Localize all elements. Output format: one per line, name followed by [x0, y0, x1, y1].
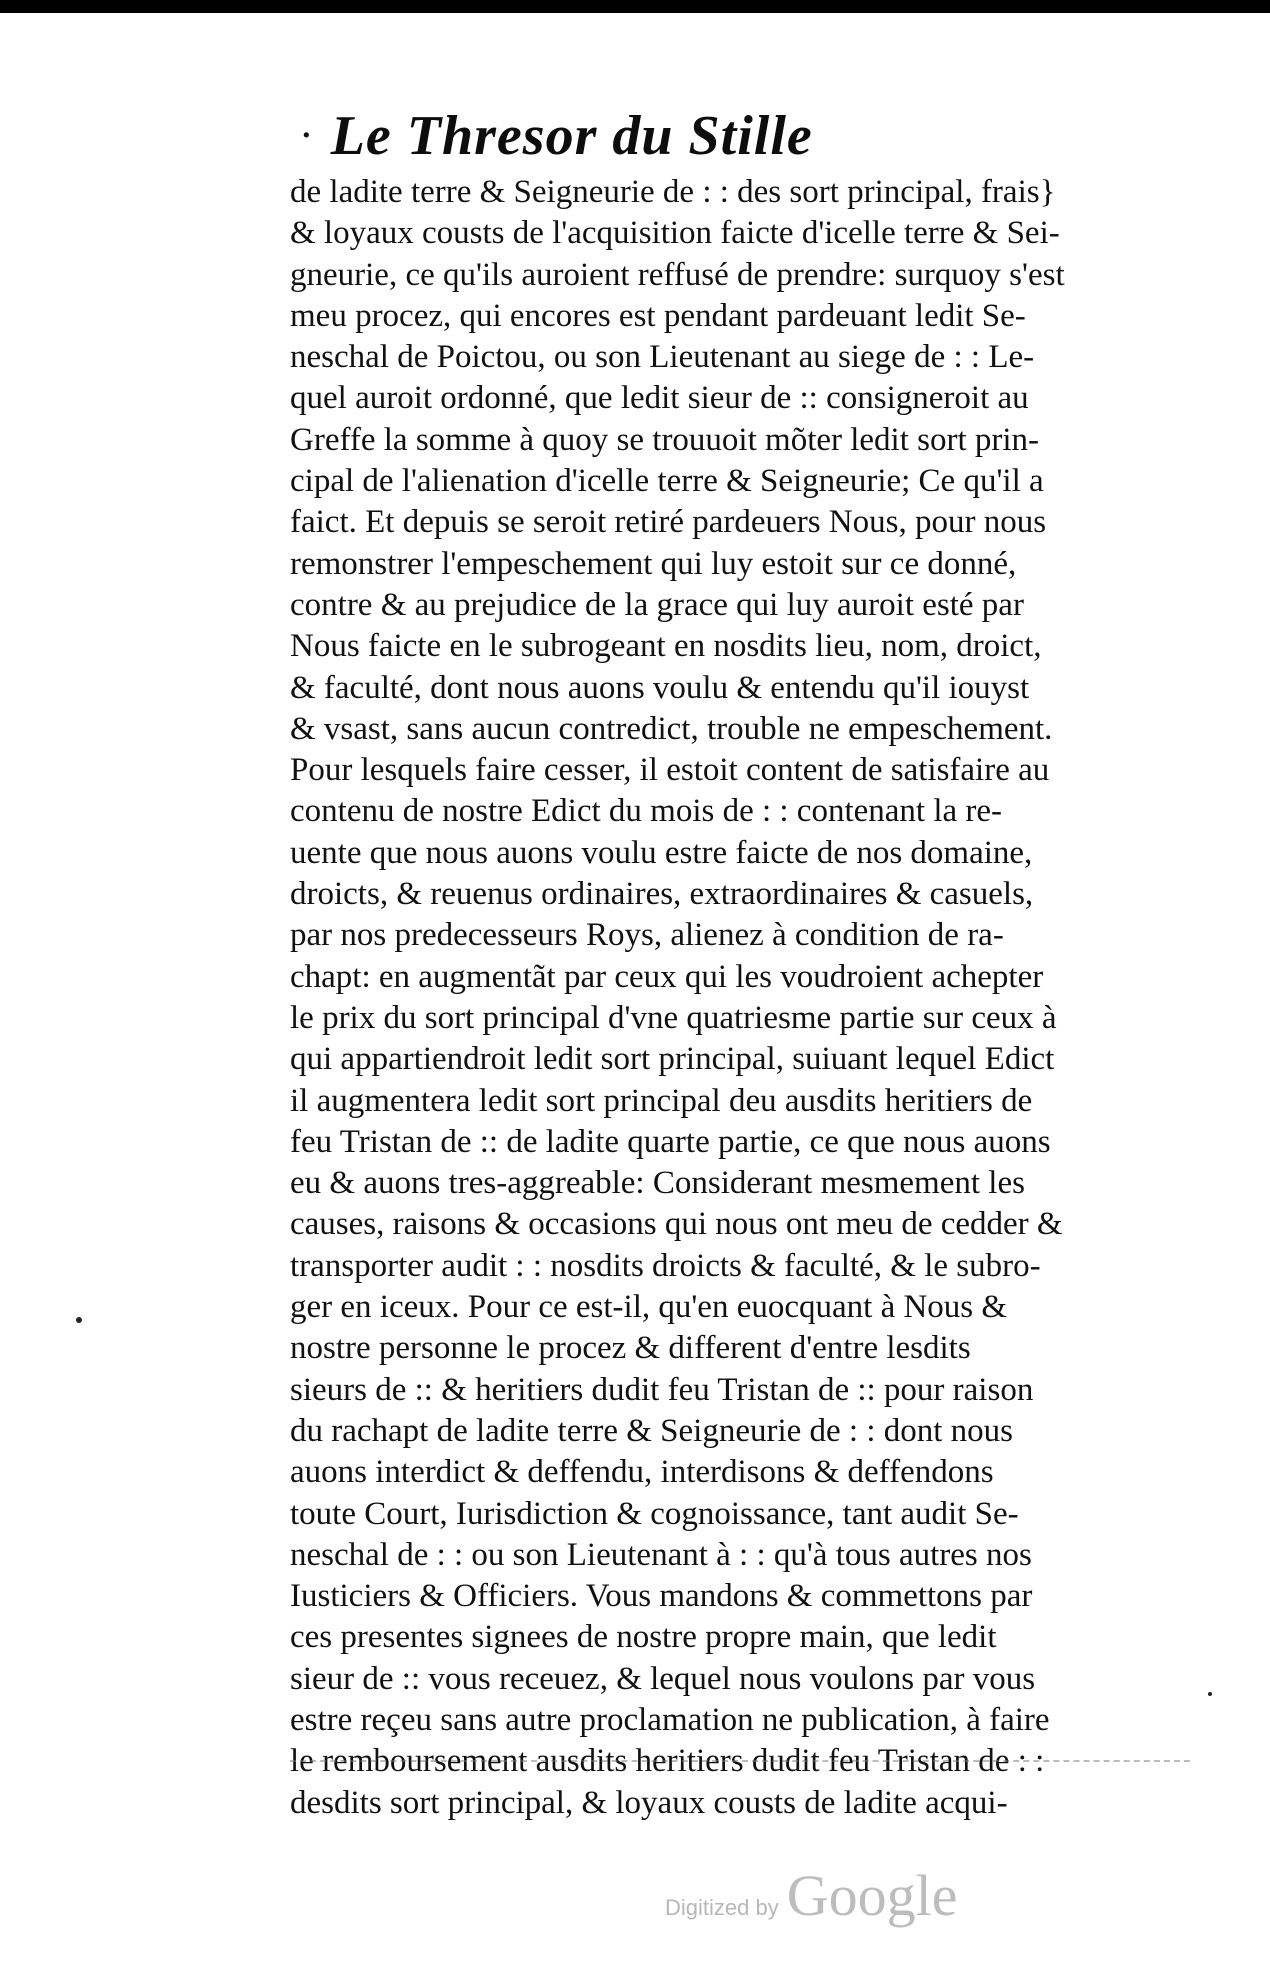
text-line: il augmentera ledit sort principal deu ausdits heritiers de	[290, 1082, 1033, 1119]
text-line: gneurie, ce qu'ils auroient reffusé de prendre: surquoy s'est	[290, 256, 1065, 293]
text-line: feu Tristan de :: de ladite quarte partie, ce que nous auons	[290, 1123, 1051, 1160]
text-line: desdits sort principal, & loyaux cousts de ladite acqui-	[290, 1784, 1008, 1821]
text-line: du rachapt de ladite terre & Seigneurie de : : dont nous	[290, 1412, 1014, 1449]
text-line: Pour lesquels faire cesser, il estoit content de satisfaire au	[290, 752, 1050, 789]
text-line: sieur de :: vous receuez, & lequel nous voulons par vous	[290, 1660, 1036, 1697]
text-line: ces presentes signees de nostre propre main, que ledit	[290, 1619, 997, 1656]
text-line: ger en iceux. Pour ce est-il, qu'en euocquant à Nous &	[290, 1289, 1008, 1326]
text-line: faict. Et depuis se seroit retiré pardeuers Nous, pour nous	[290, 504, 1047, 541]
text-line: transporter audit : : nosdits droicts & faculté, & le subro-	[290, 1247, 1041, 1284]
digitized-by-watermark	[665, 1862, 957, 1929]
text-line: uente que nous auons voulu estre faicte de nos domaine,	[290, 834, 1033, 871]
body-text	[290, 172, 1190, 1824]
text-line: le prix du sort principal d'vne quatriesme partie sur ceux à	[290, 999, 1057, 1036]
text-line: quel auroit ordonné, que ledit sieur de :: consigneroit au	[290, 380, 1029, 417]
digitized-by-label: Digitized by	[665, 1895, 779, 1920]
text-line: droicts, & reuenus ordinaires, extraordinaires & casuels,	[290, 876, 1034, 913]
text-line: Nous faicte en le subrogeant en nosdits lieu, nom, droict,	[290, 628, 1042, 665]
top-edge-rule	[0, 0, 1270, 13]
text-line: toute Court, Iurisdiction & cognoissance, tant audit Se-	[290, 1495, 1019, 1532]
text-line: chapt: en augmentãt par ceux qui les voudroient achepter	[290, 958, 1044, 995]
bottom-bleed-through	[290, 1760, 1190, 1762]
text-line: contre & au prejudice de la grace qui luy auroit esté par	[290, 586, 1024, 623]
text-line: nostre personne le procez & different d'entre lesdits	[290, 1330, 971, 1367]
text-line: causes, raisons & occasions qui nous ont meu de cedder &	[290, 1206, 1063, 1243]
google-logo: Google	[786, 1863, 958, 1928]
text-line: Greffe la somme à quoy se trouuoit mõter ledit sort prin-	[290, 421, 1040, 458]
text-line: de ladite terre & Seigneurie de : : des sort principal, frais}	[290, 174, 1056, 210]
text-line: qui appartiendroit ledit sort principal, suiuant lequel Edict	[290, 1041, 1055, 1078]
page-header	[300, 100, 1200, 172]
text-line: & loyaux cousts de l'acquisition faicte d'icelle terre & Sei-	[290, 215, 1060, 252]
text-line: auons interdict & deffendu, interdisons & deffendons	[290, 1454, 994, 1491]
text-line: & faculté, dont nous auons voulu & entendu qu'il iouyst	[290, 669, 1030, 706]
header-dot: ·	[300, 113, 313, 159]
text-line: cipal de l'alienation d'icelle terre & Seigneurie; Ce qu'il a	[290, 463, 1044, 500]
running-title: Le Thresor du Stille	[330, 105, 813, 167]
text-line: eu & auons tres-aggreable: Considerant mesmement les	[290, 1165, 1025, 1202]
text-line: meu procez, qui encores est pendant pardeuant ledit Se-	[290, 297, 1026, 334]
text-line: contenu de nostre Edict du mois de : : contenant la re-	[290, 793, 1003, 830]
text-line: par nos predecesseurs Roys, alienez à condition de ra-	[290, 917, 1004, 954]
text-line: sieurs de :: & heritiers dudit feu Tristan de :: pour raison	[290, 1371, 1034, 1408]
text-line: neschal de Poictou, ou son Lieutenant au siege de : : Le-	[290, 339, 1035, 376]
ink-speck	[1208, 1692, 1212, 1696]
text-line: remonstrer l'empeschement qui luy estoit sur ce donné,	[290, 545, 1017, 582]
text-line: Iusticiers & Officiers. Vous mandons & commettons par	[290, 1578, 1033, 1615]
text-line: estre reçeu sans autre proclamation ne publication, à faire	[290, 1701, 1050, 1738]
text-line: & vsast, sans aucun contredict, trouble ne empeschement.	[290, 710, 1053, 747]
text-line: le remboursement ausdits heritiers dudit feu Tristan de : :	[290, 1743, 1045, 1780]
ink-speck	[76, 1317, 82, 1323]
text-line: neschal de : : ou son Lieutenant à : : qu'à tous autres nos	[290, 1536, 1032, 1573]
